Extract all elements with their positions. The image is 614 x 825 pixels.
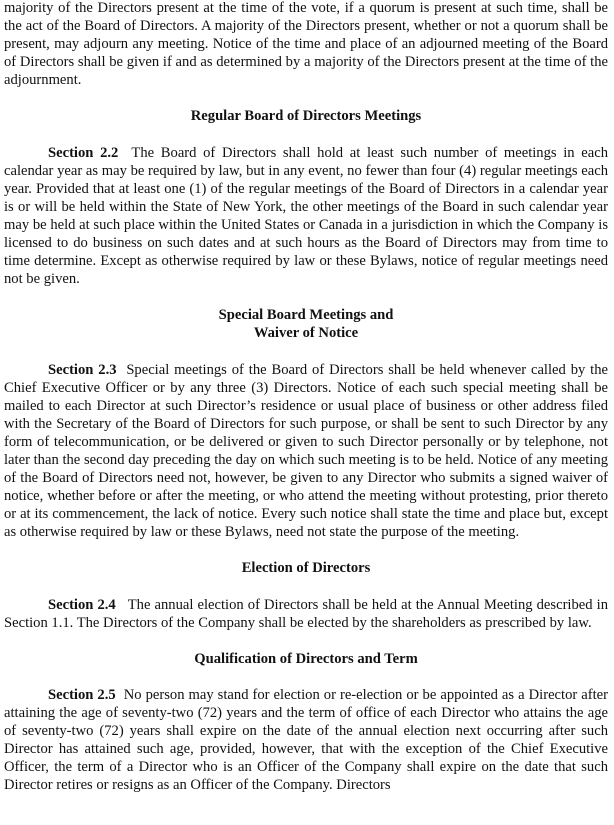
section-2-2-text: The Board of Directors shall hold at least such number of meetings in each calendar year as may be required by law, but in any event, no fewer than four (4) regular meetings each year. Provided that at least one (1) of the regular meetings of the Board of Directors in a calendar year is or will be held within the State of New York, the other meetings of the Board in such calendar year may be held at such place within the United States or Canada in a jurisdiction in which the Company is licensed to do business on such dates and at such hours as the Board of Directors may from time to time determine. Except as otherwise required by law or these Bylaws, notice of regular meetings need not be given. — [4, 144, 609, 288]
section-2-4-paragraph — [4, 596, 608, 632]
document-page — [4, 0, 608, 794]
section-2-4-text: The annual election of Directors shall be held at the Annual Meeting described in Section 1.1. The Directors of the Company shall be elected by the shareholders as prescribed by law. — [4, 596, 608, 631]
section-2-3-label: Section 2.3 — [48, 361, 117, 378]
section-2-3-paragraph — [4, 361, 608, 542]
section-2-2-label: Section 2.2 — [48, 144, 119, 161]
heading-regular-board-meetings: Regular Board of Directors Meetings — [190, 108, 422, 125]
heading-special-board-meetings: Special Board Meetings and — [218, 307, 394, 324]
heading-election-of-directors: Election of Directors — [241, 560, 371, 577]
heading-qualification-of-directors: Qualification of Directors and Term — [194, 650, 418, 667]
heading-waiver-of-notice: Waiver of Notice — [253, 325, 359, 342]
section-2-5-label: Section 2.5 — [48, 686, 116, 703]
section-2-3-text: Special meetings of the Board of Directors shall be held whenever called by the Chief Executive Officer or by any three (3) Directors. Notice of each such special meeting shall be mailed to each Director at such Director’s residence or usual place of business or other address filed with the Secretary of the Board of Directors for such purpose, or shall be sent to such Director by any form of telecommunication, or be delivered or given to such Director personally or by telephone, not later than the second day preceding the day on which such meeting is to be held. Notice of any meeting of the Board of Directors need not, however, be given to any Director who submits a signed waiver of notice, whether before or after the meeting, or who attend the meeting without protesting, prior thereto or at its commencement, the lack of notice. Every such notice shall state the time and place but, except as otherwise required by law or these Bylaws, need not state the purpose of the meeting. — [4, 361, 609, 541]
lead-paragraph: majority of the Directors present at the time of the vote, if a quorum is present at such time, shall be the act of the Board of Directors. A majority of the Directors present, whether or not a quorum shall be present, may adjourn any meeting. Notice of the time and place of an adjourned meeting of the Board of Directors shall be given if and as determined by a majority of the Directors present at the time of the adjournment. — [4, 0, 608, 89]
section-2-5-paragraph — [4, 686, 608, 795]
section-2-2-paragraph — [4, 144, 608, 289]
section-2-4-label: Section 2.4 — [48, 596, 116, 613]
section-2-5-text: No person may stand for election or re-election or be appointed as a Director after attaining the age of seventy-two (72) years and the term of office of each Director who attains the age of seventy-two (72) years shall expire on the date of the annual election next occurring after such Director has attained such age, provided, however, that with the exception of the Chief Executive Officer, the term of a Director who is an Officer of the Company shall expire on the date that such Director retires or resigns as an Officer of the Company. Directors — [4, 686, 609, 794]
